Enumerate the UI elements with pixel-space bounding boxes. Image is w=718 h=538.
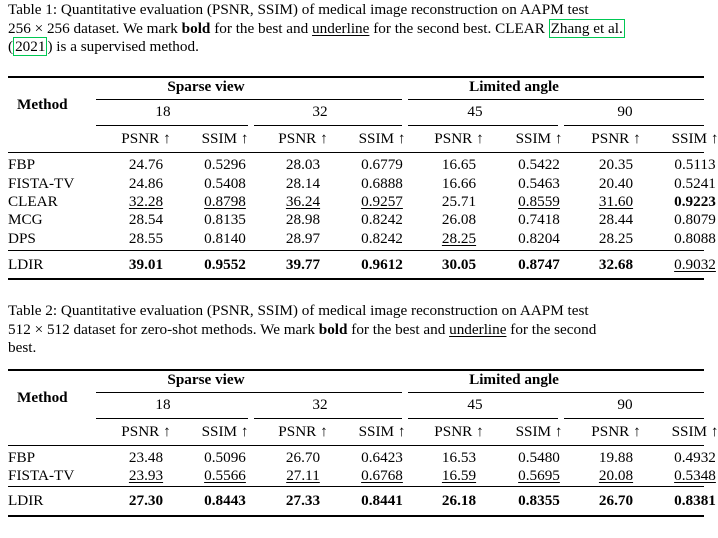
setting-header: 45 xyxy=(467,396,483,413)
caption-text: Table 1: Quantitative evaluation (PSNR, SSIM) of medical image reconstruction on AAPM test xyxy=(8,1,589,18)
table-cell: 20.08 xyxy=(598,467,634,484)
table-cell: 0.5566 xyxy=(204,467,246,484)
caption-bold-word: bold xyxy=(181,19,211,37)
table-cell: 0.8242 xyxy=(361,230,403,247)
table-cell: 26.08 xyxy=(441,211,477,228)
table-cell: 20.40 xyxy=(598,175,634,192)
table-cell: 28.97 xyxy=(285,230,321,247)
table-cell: 0.8559 xyxy=(518,193,560,210)
top-rule xyxy=(8,76,704,78)
table-cell: 16.59 xyxy=(441,467,477,484)
table-cell: 28.25 xyxy=(598,230,634,247)
metric-header: SSIM ↑ xyxy=(358,423,406,440)
metric-header: SSIM ↑ xyxy=(201,423,249,440)
table-cell: 0.9223 xyxy=(674,193,716,210)
table-cell: 0.5463 xyxy=(518,175,560,192)
method-name: LDIR xyxy=(8,256,44,273)
mid-rule xyxy=(8,250,704,251)
table-cell: 28.98 xyxy=(285,211,321,228)
group-underline xyxy=(408,392,704,393)
table1-caption xyxy=(8,1,704,57)
table-cell: 0.9032 xyxy=(674,256,716,273)
caption-underline-word: underline xyxy=(312,19,370,37)
table-cell: 0.5113 xyxy=(674,156,716,173)
method-name: CLEAR xyxy=(8,193,58,210)
setting-underline xyxy=(408,125,558,126)
table-cell: 0.5695 xyxy=(518,467,560,484)
table2-caption xyxy=(8,302,704,358)
table-cell: 0.8140 xyxy=(204,230,246,247)
table-cell: 16.65 xyxy=(441,156,477,173)
top-rule xyxy=(8,369,704,371)
setting-underline xyxy=(96,418,248,419)
group-header: Sparse view xyxy=(167,371,245,388)
setting-header: 18 xyxy=(155,103,171,120)
paren-close: ) xyxy=(47,38,53,55)
table-cell: 0.8204 xyxy=(518,230,560,247)
table-cell: 16.66 xyxy=(441,175,477,192)
bottom-rule xyxy=(8,278,704,280)
group-underline xyxy=(96,392,402,393)
group-header: Limited angle xyxy=(469,78,559,95)
setting-underline xyxy=(254,418,402,419)
table-cell: 32.28 xyxy=(128,193,164,210)
setting-header: 90 xyxy=(617,396,633,413)
table-cell: 0.6779 xyxy=(361,156,403,173)
metric-header: SSIM ↑ xyxy=(515,423,563,440)
table-cell: 28.25 xyxy=(441,230,477,247)
citation-link[interactable]: Zhang et al. xyxy=(550,19,623,37)
table-cell: 0.8135 xyxy=(204,211,246,228)
table-cell: 27.11 xyxy=(286,467,320,484)
table-cell: 0.5096 xyxy=(204,449,246,466)
table-cell: 0.9612 xyxy=(361,256,403,273)
metric-header: SSIM ↑ xyxy=(671,130,718,147)
setting-header: 32 xyxy=(312,103,328,120)
metric-header: PSNR ↑ xyxy=(278,423,328,440)
setting-underline xyxy=(564,125,704,126)
table-cell: 0.4932 xyxy=(674,449,716,466)
metric-header: SSIM ↑ xyxy=(201,130,249,147)
method-name: FISTA-TV xyxy=(8,175,75,192)
metric-header: PSNR ↑ xyxy=(121,130,171,147)
metric-header: PSNR ↑ xyxy=(121,423,171,440)
paren-open: ( xyxy=(8,38,14,55)
table-cell: 0.8441 xyxy=(361,492,403,509)
table-cell: 0.5348 xyxy=(674,467,716,484)
table-cell: 39.77 xyxy=(285,256,321,273)
table-cell: 0.8088 xyxy=(674,230,716,247)
table-cell: 0.7418 xyxy=(518,211,560,228)
caption-text: for the best and xyxy=(210,19,313,37)
table-cell: 0.9257 xyxy=(361,193,403,210)
table-cell: 0.5480 xyxy=(518,449,560,466)
metric-header: PSNR ↑ xyxy=(434,423,484,440)
caption-text: is a supervised method. xyxy=(52,38,199,55)
table-cell: 20.35 xyxy=(598,156,634,173)
caption-underline-word: underline xyxy=(449,320,507,338)
metric-header: SSIM ↑ xyxy=(515,130,563,147)
group-header: Sparse view xyxy=(167,78,245,95)
metric-header: SSIM ↑ xyxy=(358,130,406,147)
table-cell: 16.53 xyxy=(441,449,477,466)
table-cell: 28.44 xyxy=(598,211,634,228)
setting-header: 90 xyxy=(617,103,633,120)
table-cell: 24.76 xyxy=(128,156,164,173)
caption-text: for the best and xyxy=(347,320,450,338)
table-cell: 0.8443 xyxy=(204,492,246,509)
metric-header: PSNR ↑ xyxy=(278,130,328,147)
table-cell: 27.30 xyxy=(128,492,164,509)
table2 xyxy=(8,369,718,521)
table-cell: 30.05 xyxy=(441,256,477,273)
table-cell: 0.6768 xyxy=(361,467,403,484)
method-name: FBP xyxy=(8,156,36,173)
table-cell: 26.18 xyxy=(441,492,477,509)
table-cell: 25.71 xyxy=(441,193,477,210)
table-cell: 31.60 xyxy=(598,193,634,210)
caption-text: Table 2: Quantitative evaluation (PSNR, SSIM) of medical image reconstruction on AAPM test xyxy=(8,302,589,319)
citation-year-link[interactable]: 2021 xyxy=(15,38,46,55)
table-cell: 28.03 xyxy=(285,156,321,173)
setting-header: 32 xyxy=(312,396,328,413)
header-rule xyxy=(8,445,704,446)
group-underline xyxy=(408,99,704,100)
setting-header: 45 xyxy=(467,103,483,120)
setting-underline xyxy=(254,125,402,126)
caption-text: 256 × 256 dataset. We mark xyxy=(8,19,182,37)
metric-header: PSNR ↑ xyxy=(591,130,641,147)
method-name: LDIR xyxy=(8,492,44,509)
table-cell: 28.14 xyxy=(285,175,321,192)
table-cell: 0.6888 xyxy=(361,175,403,192)
table-cell: 28.55 xyxy=(128,230,164,247)
table-cell: 28.54 xyxy=(128,211,164,228)
group-header: Limited angle xyxy=(469,371,559,388)
table-cell: 0.8079 xyxy=(674,211,716,228)
table-cell: 0.9552 xyxy=(204,256,246,273)
setting-underline xyxy=(564,418,704,419)
table-cell: 36.24 xyxy=(285,193,321,210)
setting-underline xyxy=(408,418,558,419)
table-cell: 0.5408 xyxy=(204,175,246,192)
method-header: Method xyxy=(17,389,68,406)
table-cell: 0.8381 xyxy=(674,492,716,509)
table-cell: 0.8747 xyxy=(518,256,560,273)
caption-text: for the second best. CLEAR xyxy=(369,19,549,37)
table-cell: 23.48 xyxy=(128,449,164,466)
table-cell: 27.33 xyxy=(285,492,321,509)
table-cell: 26.70 xyxy=(285,449,321,466)
setting-underline xyxy=(96,125,248,126)
method-name: FISTA-TV xyxy=(8,467,75,484)
metric-header: PSNR ↑ xyxy=(434,130,484,147)
table-cell: 32.68 xyxy=(598,256,634,273)
table-cell: 26.70 xyxy=(598,492,634,509)
table1 xyxy=(8,76,718,282)
method-name: DPS xyxy=(8,230,36,247)
table-cell: 0.5422 xyxy=(518,156,560,173)
table-cell: 0.6423 xyxy=(361,449,403,466)
table-cell: 0.8798 xyxy=(204,193,246,210)
header-rule xyxy=(8,152,704,153)
caption-text: for the second xyxy=(506,320,597,338)
table-cell: 24.86 xyxy=(128,175,164,192)
table-cell: 0.8355 xyxy=(518,492,560,509)
table-cell: 0.5296 xyxy=(204,156,246,173)
table-cell: 39.01 xyxy=(128,256,164,273)
group-underline xyxy=(96,99,402,100)
table-cell: 0.5241 xyxy=(674,175,716,192)
method-name: FBP xyxy=(8,449,36,466)
method-name: MCG xyxy=(8,211,43,228)
bottom-rule xyxy=(8,515,704,517)
caption-text: best. xyxy=(8,339,37,356)
metric-header: PSNR ↑ xyxy=(591,423,641,440)
table-cell: 23.93 xyxy=(128,467,164,484)
setting-header: 18 xyxy=(155,396,171,413)
table-cell: 0.8242 xyxy=(361,211,403,228)
method-header: Method xyxy=(17,96,68,113)
caption-bold-word: bold xyxy=(318,320,348,338)
caption-text: 512 × 512 dataset for zero-shot methods. We mark xyxy=(8,320,319,338)
table-cell: 19.88 xyxy=(598,449,634,466)
metric-header: SSIM ↑ xyxy=(671,423,718,440)
mid-rule xyxy=(8,486,704,487)
